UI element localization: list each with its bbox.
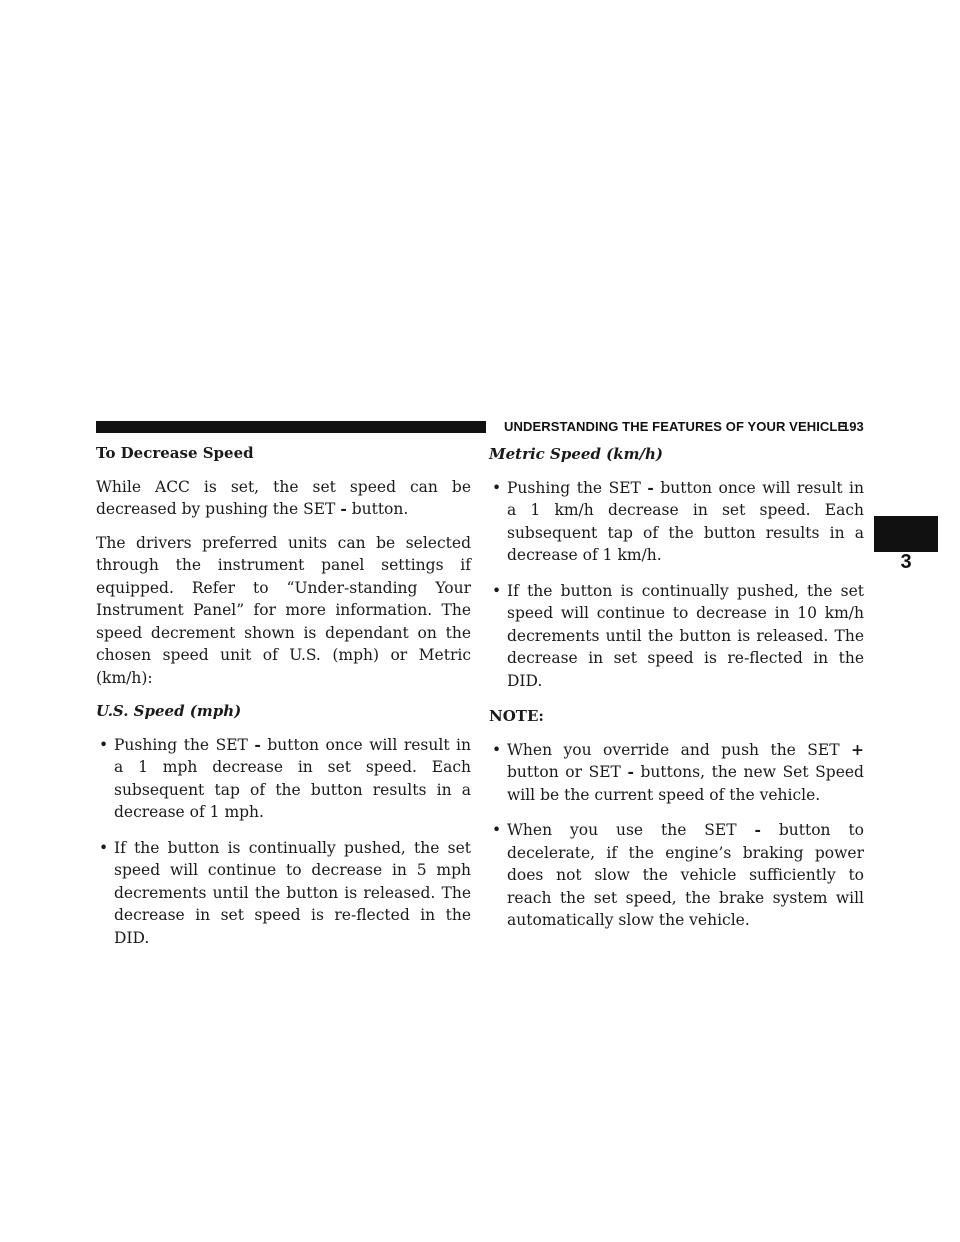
- list-item: • Pushing the SET - button once will result in a 1 mph decrease in set speed. Each subsequent tap of the button results in a decrease of 1 mph.: [99, 734, 471, 821]
- list-item: • When you use the SET - button to decelerate, if the engine’s braking power does not slow the vehicle sufficiently to reach the set speed, the brake system will automatically slow the vehicle.: [492, 820, 865, 929]
- header-rule: [96, 421, 486, 433]
- note-heading: NOTE:: [489, 707, 544, 725]
- bullet-icon: •: [492, 821, 502, 839]
- subheading-us-speed: U.S. Speed (mph): [96, 702, 242, 720]
- bullet-icon: •: [492, 581, 502, 600]
- left-column: [96, 442, 471, 962]
- bullet-icon: •: [99, 838, 109, 857]
- chapter-tab-number: 3: [900, 551, 912, 573]
- bullet-icon: •: [99, 735, 109, 754]
- chapter-tab: [874, 516, 938, 552]
- bullet-icon: •: [492, 478, 502, 497]
- subheading-metric-speed: Metric Speed (km/h): [489, 445, 663, 463]
- list-item: • When you override and push the SET + button or SET - buttons, the new Set Speed will be the current speed of the vehicle.: [492, 739, 864, 804]
- list-item: • Pushing the SET - button once will result in a 1 km/h decrease in set speed. Each subsequent tap of the button results in a decrease of 1 km/h.: [492, 477, 864, 564]
- list-item: • If the button is continually pushed, the set speed will continue to decrease in 5 mph decrements until the button is released. The decrease in set speed is re-flected in the DID.: [99, 838, 471, 947]
- paragraph-decrease-intro: While ACC is set, the set speed can be decreased by pushing the SET - button.: [96, 477, 471, 518]
- list-item: • If the button is continually pushed, the set speed will continue to decrease in 10 km/h decrements until the button is released. The decrease in set speed is re-flected in the DID.: [492, 581, 864, 690]
- running-header-title: UNDERSTANDING THE FEATURES OF YOUR VEHICLE: [504, 419, 847, 434]
- right-column: [489, 443, 864, 945]
- section-heading: To Decrease Speed: [96, 444, 254, 462]
- metric-speed-list: [489, 477, 864, 693]
- bullet-icon: •: [492, 740, 502, 759]
- page-number: 193: [842, 419, 864, 434]
- paragraph-units: The drivers preferred units can be selected through the instrument panel settings if equipped. Refer to “Under-standing Your Instrument Panel” for more information. The speed decrement shown is dependant on the chosen speed unit of U.S. (mph) or Metric (km/h):: [96, 533, 471, 687]
- note-list: [489, 739, 864, 932]
- us-speed-list: [96, 734, 471, 950]
